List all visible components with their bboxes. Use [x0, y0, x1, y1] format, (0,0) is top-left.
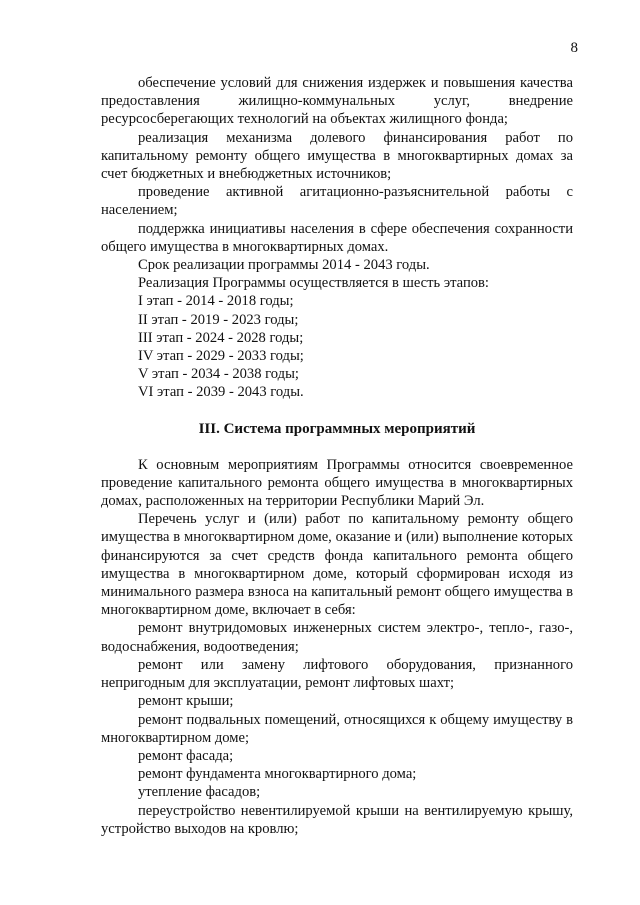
list-item: ремонт подвальных помещений, относящихся к общему имуществу в многоквартирном доме; [101, 711, 573, 746]
page-number: 8 [570, 40, 578, 56]
paragraph: проведение активной агитационно-разъяснительной работы с населением; [101, 184, 573, 219]
paragraph: Перечень услуг и (или) работ по капитальному ремонту общего имущества в многоквартирном доме, оказание и (или) выполнение которых финансируются за счет средств фонда капитального ремонта общего имущества в многоквартирном доме, который сформирован исходя из минимального размера взноса на капитальный ремонт общего имущества в многоквартирном доме, включает в себя: [101, 511, 573, 619]
list-item: ремонт фасада; [138, 747, 234, 764]
paragraph: реализация механизма долевого финансирования работ по капитальному ремонту общего имущества в многоквартирных домах за счет бюджетных и внебюджетных источников; [101, 129, 573, 183]
stage-item: IV этап - 2029 - 2033 годы; [138, 348, 304, 365]
stage-item: II этап - 2019 - 2023 годы; [138, 311, 299, 328]
stage-item: VI этап - 2039 - 2043 годы. [138, 384, 304, 401]
section-title: III. Система программных мероприятий [198, 420, 476, 437]
document-body [101, 74, 573, 838]
paragraph: обеспечение условий для снижения издержек и повышения качества предоставления жилищно-коммунальных услуг, внедрение ресурсосберегающих технологий на объектах жилищного фонда; [101, 75, 573, 128]
paragraph: Срок реализации программы 2014 - 2043 годы. [138, 257, 430, 274]
paragraph: К основным мероприятиям Программы относится своевременное проведение капитального ремонта общего имущества в многоквартирных домах, расположенных на территории Республики Марий Эл. [101, 456, 573, 510]
paragraph: Реализация Программы осуществляется в шесть этапов: [138, 275, 489, 292]
list-item: ремонт крыши; [138, 693, 234, 710]
list-item: ремонт фундамента многоквартирного дома; [138, 766, 417, 783]
list-item: ремонт внутридомовых инженерных систем электро-, тепло-, газо-, водоснабжения, водоотведения; [101, 620, 573, 655]
list-item: утепление фасадов; [138, 784, 261, 801]
list-item: ремонт или замену лифтового оборудования, признанного непригодным для эксплуатации, ремонт лифтовых шахт; [101, 656, 573, 692]
stage-item: III этап - 2024 - 2028 годы; [138, 329, 304, 346]
paragraph: поддержка инициативы населения в сфере обеспечения сохранности общего имущества в многоквартирных домах. [101, 220, 573, 255]
stage-item: V этап - 2034 - 2038 годы; [138, 366, 299, 383]
list-item: переустройство невентилируемой крыши на вентилируемую крышу, устройство выходов на кровлю; [101, 802, 573, 837]
stage-item: I этап - 2014 - 2018 годы; [138, 293, 294, 310]
